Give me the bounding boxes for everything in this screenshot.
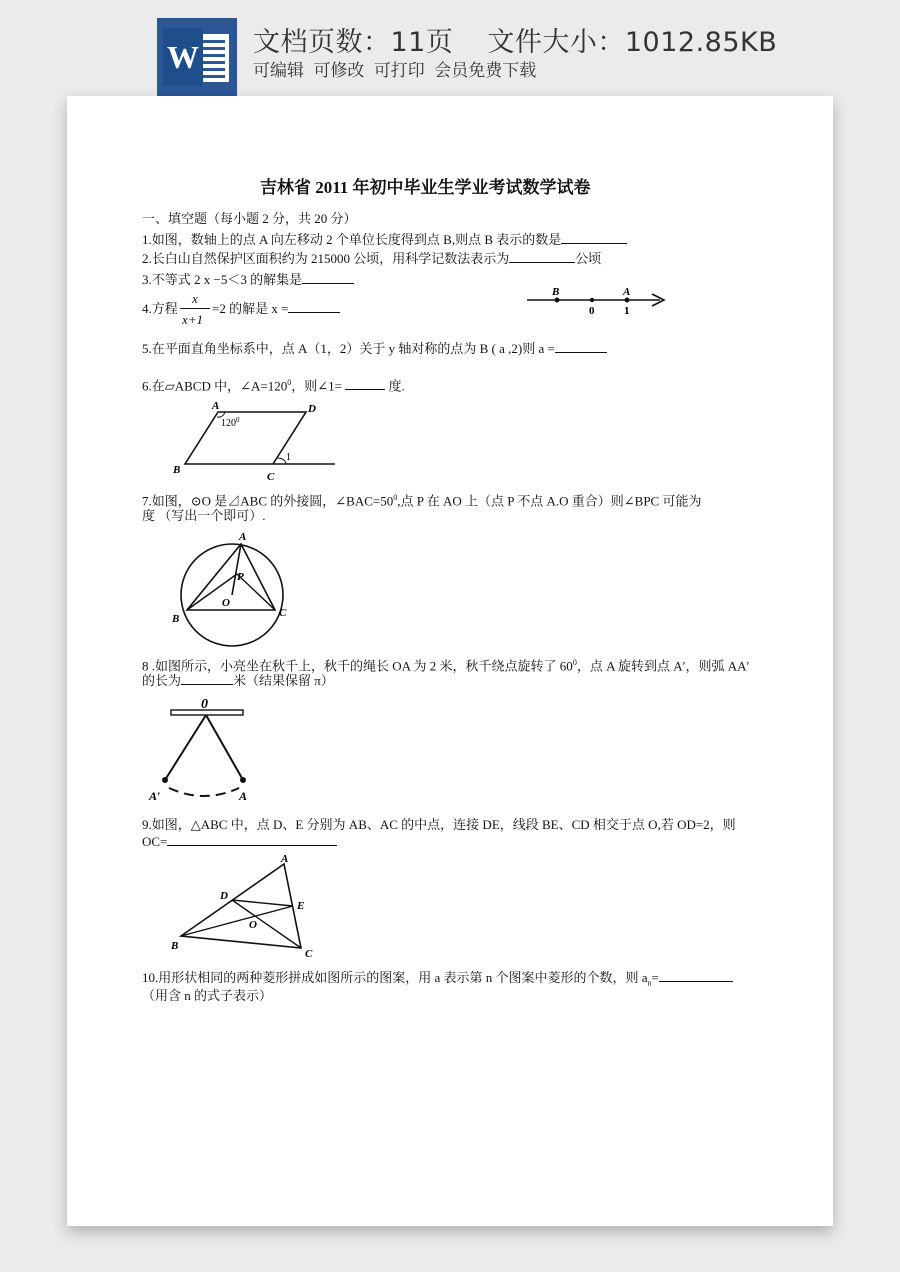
angle-label: $120^0$ <box>221 416 240 429</box>
label-d: D <box>220 890 228 902</box>
answer-blank <box>288 301 340 313</box>
answer-blank <box>167 834 337 846</box>
question-5: 5.在平面直角坐标系中，点 A（1，2）关于 y 轴对称的点为 B ( a ,2)则 a = <box>142 341 607 357</box>
answer-blank <box>302 272 354 284</box>
label-o: 0 <box>201 697 208 712</box>
label-zero: 0 <box>589 305 595 317</box>
question-7: 7.如图，⊙O 是⊿ABC 的外接圆，$\angle BAC=50^0$,点 P 在 AO 上（点 P 不点 A.O 重合）则∠BPC 可能为 <box>142 493 702 509</box>
label-o: O <box>249 919 257 931</box>
answer-blank <box>561 232 627 244</box>
document-page <box>67 96 833 1226</box>
point-a-prime <box>162 777 168 783</box>
question-1: 1.如图，数轴上的点 A 向左移动 2 个单位长度得到点 B,则点 B 表示的数是 <box>142 232 627 248</box>
answer-blank <box>345 378 385 390</box>
section-heading: 一、填空题（每小题 2 分，共 20 分） <box>142 211 357 226</box>
fraction-bar <box>180 308 210 309</box>
label-a-prime: A′ <box>149 789 161 803</box>
point-b <box>555 298 560 303</box>
file-features: 可编辑 可修改 可打印 会员免费下载 <box>253 61 537 81</box>
segment-ao <box>232 544 241 595</box>
swing-figure <box>147 696 257 808</box>
label-e: E <box>297 900 305 912</box>
label-b: B <box>172 613 180 625</box>
answer-blank <box>555 341 607 353</box>
question-10: 10.用形状相同的两种菱形拼成如图所示的图案，用 a 表示第 n 个图案中菱形的个数，则 $a_n=$ <box>142 970 733 992</box>
answer-blank <box>509 251 575 263</box>
label-p: P <box>237 571 244 583</box>
label-a: A <box>239 789 248 803</box>
page-count: 文档页数：11页 <box>253 27 454 58</box>
point-a <box>240 777 246 783</box>
fraction-denominator: x+1 <box>182 312 204 327</box>
label-b: B <box>171 940 179 952</box>
question-8: 8 .如图所示，小亮坐在秋千上，秋千的绳长 OA 为 2 米，秋千绕点旋转了 $60^0$，点 A 旋转到点 A′，则弧 AA′ <box>142 658 750 674</box>
label-c: C <box>305 948 313 960</box>
svg-text:W: W <box>167 39 199 75</box>
label-b: B <box>173 464 181 476</box>
answer-blank <box>181 673 233 685</box>
question-6: 6.在▱ABCD 中，$\angle A=120^0$，则∠1= 度. <box>142 378 405 394</box>
question-2: 2.长白山自然保护区面积约为 215000 公顷，用科学记数法表示为 公顷 <box>142 251 602 266</box>
question-3: 3.不等式 2 x −5＜3 的解集是 <box>142 272 354 288</box>
label-a: A <box>623 286 631 298</box>
question-4: 4.方程 <box>142 301 178 316</box>
label-o: O <box>222 597 230 609</box>
angle-1-arc <box>277 458 286 464</box>
file-size: 文件大小：1012.85KB <box>487 27 778 58</box>
answer-blank <box>659 970 733 982</box>
question-8-line2: 的长为 米（结果保留 π） <box>142 673 334 688</box>
label-one: 1 <box>624 305 630 317</box>
point-a <box>625 298 630 303</box>
question-9-line2: OC= <box>142 834 337 850</box>
document-title: 吉林省 2011 年初中毕业生学业考试数学试卷 <box>260 178 591 197</box>
angle-1-label: 1 <box>286 452 291 463</box>
point-zero <box>590 298 594 302</box>
label-d: D <box>308 403 316 415</box>
word-document-icon <box>157 18 237 96</box>
triangle-midpoints-figure <box>169 854 324 962</box>
parallelogram-figure <box>167 398 342 484</box>
rope-oa <box>206 715 243 780</box>
circumcircle-figure <box>167 528 297 652</box>
label-c: C <box>279 607 287 619</box>
label-b: B <box>552 286 560 298</box>
rope-oa-prime <box>165 715 206 780</box>
segment-de <box>232 900 293 906</box>
label-a: A <box>239 531 247 543</box>
label-a: A <box>281 854 289 865</box>
question-9: 9.如图，△ABC 中，点 D、E 分别为 AB、AC 的中点，连接 DE，线段 BE、CD 相交于点 O,若 OD=2，则 <box>142 817 736 832</box>
arc-aa-prime <box>169 788 239 796</box>
fraction-numerator: x <box>192 291 198 306</box>
label-a: A <box>212 400 220 412</box>
label-c: C <box>267 471 275 483</box>
question-10-line2: （用含 n 的式子表示） <box>142 988 273 1003</box>
number-line-figure <box>522 284 672 318</box>
question-7-line2: 度 （写出一个即可）. <box>142 508 266 523</box>
question-4-rest: =2 的解是 x = <box>212 301 340 317</box>
download-header <box>0 0 900 96</box>
file-info <box>253 20 777 59</box>
